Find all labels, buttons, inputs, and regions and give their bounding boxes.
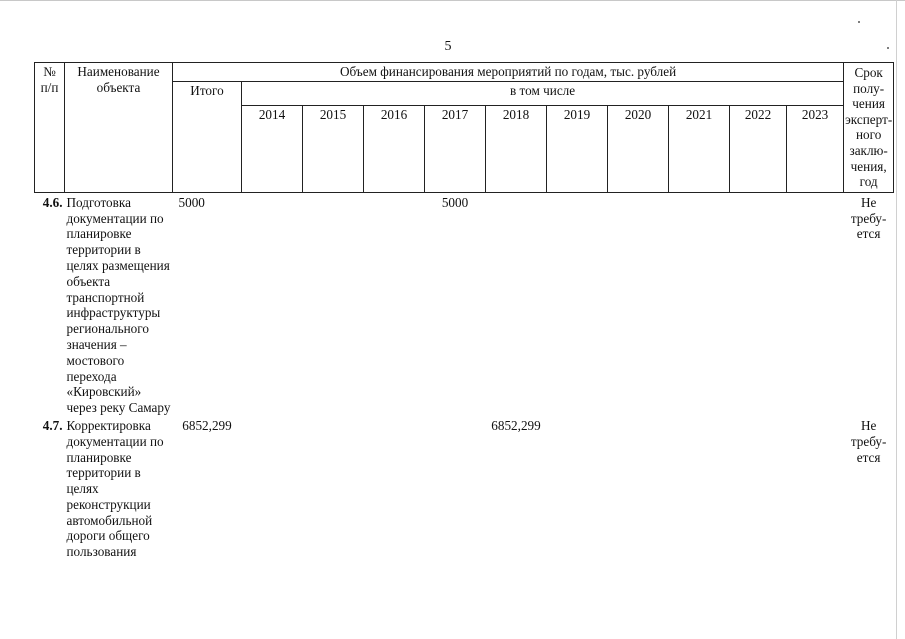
row-term: Не требу-ется	[850, 417, 887, 465]
row-year-value	[547, 416, 608, 560]
header-year: 2019	[547, 105, 608, 192]
financing-table	[34, 62, 894, 560]
row-total: 6852,299	[182, 417, 232, 433]
row-year-value	[425, 416, 486, 560]
row-year-value	[787, 192, 844, 416]
page-number: 5	[444, 39, 452, 54]
row-year-value	[547, 192, 608, 416]
row-year-value	[730, 416, 787, 560]
row-year-value	[787, 416, 844, 560]
header-num: № п/п	[35, 63, 65, 193]
table-row	[35, 192, 894, 416]
header-total: Итого	[173, 82, 242, 193]
row-year-value	[303, 416, 364, 560]
row-number: 4.7.	[42, 417, 63, 433]
header-year: 2021	[669, 105, 730, 192]
row-year-value: 6852,299	[491, 417, 541, 433]
row-year-value	[730, 192, 787, 416]
page-right-edge	[896, 0, 897, 639]
row-object-name: Корректировка документации по планировке территории в целях реконструкции автомобильной дороги общего пользования	[66, 417, 164, 560]
header-year: 2016	[364, 105, 425, 192]
header-funding: Объем финансирования мероприятий по годам, тыс. рублей	[173, 63, 844, 82]
row-year-value	[303, 192, 364, 416]
header-year: 2022	[730, 105, 787, 192]
row-year-value	[242, 416, 303, 560]
page-top-edge	[0, 0, 905, 1]
header-year: 2014	[242, 105, 303, 192]
table-row	[35, 416, 894, 560]
row-year-value: 5000	[425, 192, 486, 416]
row-total: 5000	[173, 192, 242, 416]
row-term: Не требу-ется	[844, 192, 894, 416]
row-year-value	[242, 192, 303, 416]
header-year: 2020	[608, 105, 669, 192]
row-year-value	[608, 192, 669, 416]
header-term: Срок полу-чения эксперт-ного заклю-чения, год	[844, 63, 894, 193]
row-number: 4.6.	[35, 192, 65, 416]
row-year-value	[364, 192, 425, 416]
row-object-name: Подготовка документации по планировке территории в целях размещения объекта транспортной инфраструктуры регионального значения – мостового перехода «Кировский» через реку Самару	[65, 192, 173, 416]
header-year: 2018	[486, 105, 547, 192]
header-year: 2015	[303, 105, 364, 192]
row-year-value	[608, 416, 669, 560]
header-name: Наименование объекта	[65, 63, 173, 193]
row-year-value	[669, 416, 730, 560]
scan-speck	[858, 21, 860, 23]
row-year-value	[364, 416, 425, 560]
row-year-value	[486, 192, 547, 416]
header-including: в том числе	[242, 82, 844, 106]
header-year: 2023	[787, 105, 844, 192]
header-year: 2017	[425, 105, 486, 192]
row-year-value	[669, 192, 730, 416]
